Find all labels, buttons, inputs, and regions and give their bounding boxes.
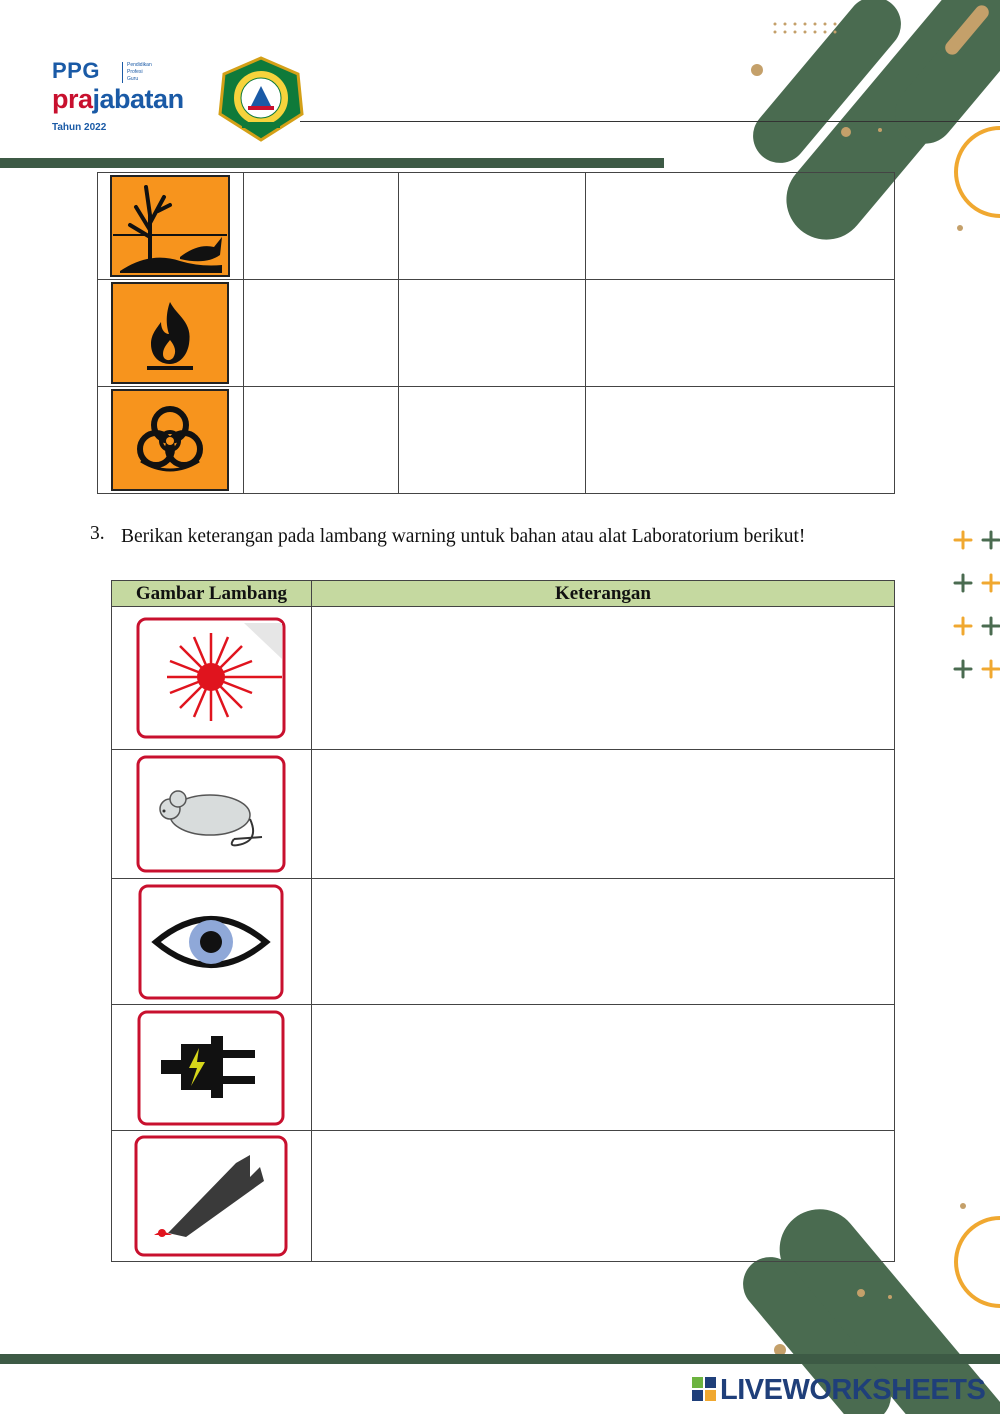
answer-cell[interactable] <box>398 173 586 280</box>
logo-subtitle <box>122 62 152 83</box>
laser-radiation-icon <box>134 615 288 741</box>
answer-cell[interactable] <box>398 280 586 387</box>
table-row <box>112 607 895 750</box>
liveworksheets-logo-icon <box>692 1377 716 1401</box>
description-cell[interactable] <box>311 1131 894 1262</box>
logo-prajabatan <box>52 84 184 115</box>
column-header-description: Keterangan <box>311 581 894 607</box>
answer-cell[interactable] <box>243 387 398 494</box>
logo-jabatan: jabatan <box>92 84 184 114</box>
electrical-hazard-icon <box>135 1008 287 1128</box>
table-row <box>98 280 895 387</box>
symbol-cell <box>112 879 312 1005</box>
symbol-cell <box>98 173 244 280</box>
animal-hazard-icon <box>134 753 288 875</box>
environment-hazard-icon <box>110 175 230 277</box>
answer-cell[interactable] <box>586 387 895 494</box>
header-rule <box>300 121 1000 122</box>
description-cell[interactable] <box>311 879 894 1005</box>
footer-bar <box>0 1354 1000 1364</box>
symbol-cell <box>112 750 312 879</box>
hazard-table <box>97 172 895 494</box>
description-cell[interactable] <box>311 607 894 750</box>
table-row <box>112 1005 895 1131</box>
symbol-cell <box>98 280 244 387</box>
biohazard-icon <box>111 389 229 491</box>
eye-protection-icon <box>136 882 286 1002</box>
table-row <box>98 387 895 494</box>
logo-subtitle-line: Pendidikan <box>127 62 152 68</box>
warning-table <box>111 580 895 1262</box>
logo-pra: pra <box>52 84 93 114</box>
table-row <box>112 1131 895 1262</box>
question-text: Berikan keterangan pada lambang warning untuk bahan atau alat Laboratorium berikut! <box>121 526 806 547</box>
logo-ppg: PPG <box>52 58 100 83</box>
description-cell[interactable] <box>311 1005 894 1131</box>
header-bar <box>0 158 664 168</box>
answer-cell[interactable] <box>398 387 586 494</box>
answer-cell[interactable] <box>586 173 895 280</box>
answer-cell[interactable] <box>243 173 398 280</box>
logo-subtitle-line: Profesi <box>127 69 143 75</box>
university-seal-icon <box>218 56 304 142</box>
sharp-object-icon <box>132 1133 290 1259</box>
table-header-row <box>112 581 895 607</box>
answer-cell[interactable] <box>243 280 398 387</box>
table-row <box>112 750 895 879</box>
symbol-cell <box>112 1131 312 1262</box>
symbol-cell <box>98 387 244 494</box>
description-cell[interactable] <box>311 750 894 879</box>
column-header-symbol: Gambar Lambang <box>112 581 312 607</box>
logo-year: Tahun 2022 <box>52 122 107 133</box>
table-row <box>112 879 895 1005</box>
question-number: 3. <box>90 523 105 544</box>
symbol-cell <box>112 607 312 750</box>
logo-subtitle-line: Guru <box>127 76 139 82</box>
answer-cell[interactable] <box>586 280 895 387</box>
symbol-cell <box>112 1005 312 1131</box>
liveworksheets-brand[interactable]: LIVEWORKSHEETS <box>720 1374 986 1406</box>
table-row <box>98 173 895 280</box>
flammable-icon <box>111 282 229 384</box>
